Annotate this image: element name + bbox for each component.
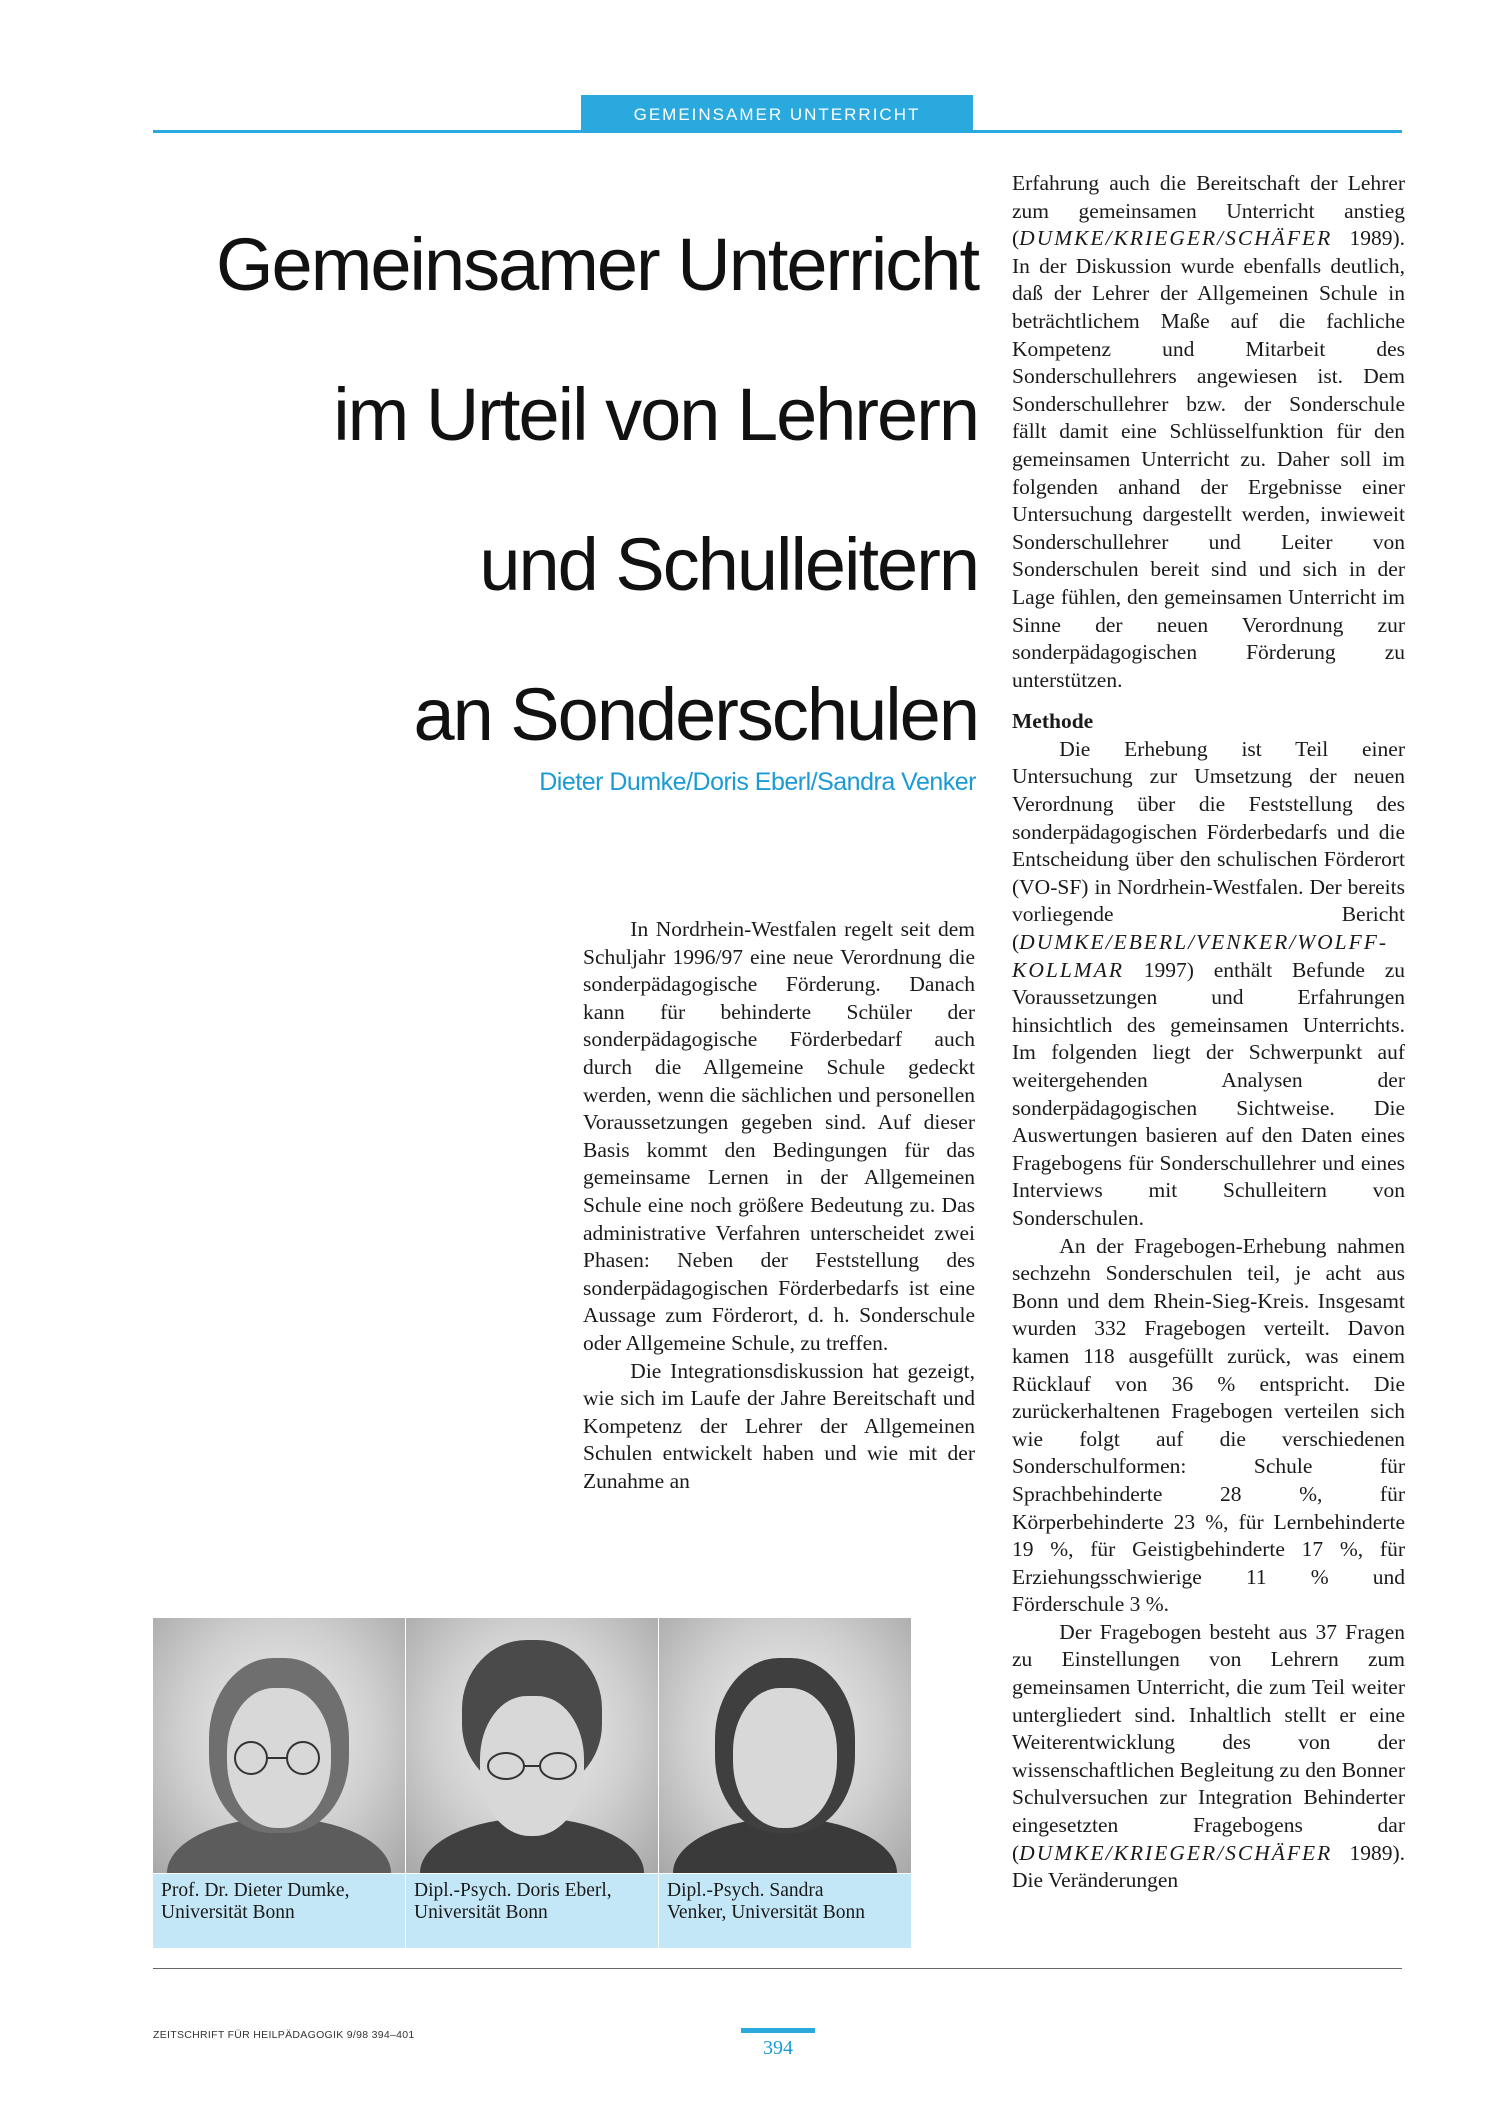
text-run: Der Fragebogen besteht aus 37 Fragen zu Einstellungen von Lehrern zum gemeinsamen Unterricht, die zum Teil weiter untergliedert sind. Inhaltlich stellt er eine Weiterentwicklung des von der wissenschaftlichen Begleitung zu den Bonner Schulversuchen zur Integration Behinderter eingesetzten Fragebogens dar ( [1012, 1619, 1405, 1865]
intro-column [583, 916, 975, 1495]
caption-line: Prof. Dr. Dieter Dumke, [161, 1880, 350, 1901]
text-run: Erfahrung auch die Bereitschaft der Lehrer zum gemeinsamen Unterricht anstieg ( [1012, 171, 1405, 251]
caption-line: Universität Bonn [161, 1902, 295, 1923]
glasses-icon [476, 1748, 596, 1788]
author-photo-venker [659, 1618, 911, 1873]
title-line: Gemeinsamer Unterricht [215, 223, 978, 306]
glasses-icon [223, 1738, 343, 1778]
photo-caption [153, 1874, 405, 1948]
paragraph: In Nordrhein-Westfalen regelt seit dem Schuljahr 1996/97 eine neue Verordnung die sonderpädagogische Förderung. Danach kann für behinderte Schüler der sonderpädagogische Förderbedarf auch durch die Allgemeine Schule gedeckt werden, wenn die sächlichen und personellen Voraussetzungen gegeben sind. Auf dieser Basis kommt den Bedingungen für das gemeinsame Lernen in der Allgemeinen Schule eine noch größere Bedeutung zu. Das administrative Verfahren unterscheidet zwei Phasen: Neben der Feststellung des sonderpädagogischen Förderbedarfs ist eine Aussage zum Förderort, d. h. Sonderschule oder Allgemeine Schule, zu treffen. [583, 917, 975, 1355]
caption-line: Venker, Universität Bonn [667, 1902, 865, 1923]
caption-line: Dipl.-Psych. Sandra [667, 1880, 824, 1901]
caption-line: Universität Bonn [414, 1902, 548, 1923]
journal-reference: ZEITSCHRIFT FÜR HEILPÄDAGOGIK 9/98 394–401 [153, 2029, 415, 2041]
paragraph [1012, 736, 1405, 1233]
section-heading: Methode [1012, 709, 1094, 734]
title-line: an Sonderschulen [413, 673, 978, 756]
page-number-bar [741, 2028, 815, 2033]
footer-rule [153, 1968, 1402, 1969]
caption-line: Dipl.-Psych. Doris Eberl, [414, 1880, 612, 1901]
author-line: Dieter Dumke/Doris Eberl/Sandra Venker [539, 768, 976, 796]
paragraph [1012, 1619, 1405, 1895]
paragraph: Die Integrationsdiskussion hat gezeigt, wie sich im Laufe der Jahre Bereitschaft und Kompetenz der Lehrer der Allgemeinen Schulen entwickelt haben und wie mit der Zunahme an [583, 1358, 975, 1493]
header-rule [153, 130, 1402, 133]
author-photo-eberl [406, 1618, 658, 1873]
section-label: GEMEINSAMER UNTERRICHT [581, 95, 973, 132]
page-number: 394 [763, 2037, 793, 2059]
paragraph [1012, 170, 1405, 694]
title-line: im Urteil von Lehrern [333, 373, 978, 456]
author-photo-dumke [153, 1618, 405, 1873]
photo-caption [406, 1874, 658, 1948]
text-run: 1989). Die Veränderungen [1012, 1840, 1405, 1893]
article-title [150, 190, 978, 790]
body-column [1012, 170, 1405, 1895]
portrait-shape [733, 1688, 837, 1828]
text-run: 1997) enthält Befunde zu Voraussetzungen und Erfahrungen hinsichtlich des gemeinsamen Unterrichts. Im folgenden liegt der Schwerpunkt auf weitergehenden Analysen der sonderpädagogischen Sichtweise. Die Auswertungen basieren auf den Daten eines Fragebogens für Sonderschullehrer und eines Interviews mit Schulleitern von Sonderschulen. [1012, 957, 1405, 1230]
title-line: und Schulleitern [479, 523, 978, 606]
photo-caption [659, 1874, 911, 1948]
text-run: 1989). In der Diskussion wurde ebenfalls deutlich, daß der Lehrer der Allgemeinen Schule in beträchtlichem Maße auf die fachliche Kompetenz und Mitarbeit des Sonderschullehrers angewiesen ist. Dem Sonderschullehrer bzw. der Sonderschule fällt damit eine Schlüsselfunktion für den gemeinsamen Unterricht zu. Daher soll im folgenden anhand der Ergebnisse einer Untersuchung dargestellt werden, inwieweit Sonderschullehrer und Leiter von Sonderschulen bereit sind und sich in der Lage fühlen, den gemeinsamen Unterricht im Sinne der neuen Verordnung zur sonderpädagogischen Förderung zu unterstützen. [1012, 226, 1405, 692]
citation: DUMKE/KRIEGER/SCHÄFER [1019, 1840, 1333, 1865]
text-run: Die Erhebung ist Teil einer Untersuchung zur Umsetzung der neuen Verordnung über die Feststellung des sonderpädagogischen Förderbedarfs und die Entscheidung über den schulischen Förderort (VO-SF) in Nordrhein-Westfalen. Der bereits vorliegende Bericht ( [1012, 736, 1405, 955]
paragraph: An der Fragebogen-Erhebung nahmen sechzehn Sonderschulen teil, je acht aus Bonn und dem Rhein-Sieg-Kreis. Insgesamt wurden 332 Fragebogen verteilt. Davon kamen 118 ausgefüllt zurück, was einem Rücklauf von 36 % entspricht. Die zurückerhaltenen Fragebogen verteilen sich wie folgt auf die verschiedenen Sonderschulformen: Schule für Sprachbehinderte 28 %, für Körperbehinderte 23 %, für Lernbehinderte 19 %, für Geistigbehinderte 17 %, für Erziehungsschwierige 11 % und Förderschule 3 %. [1012, 1233, 1405, 1617]
citation: DUMKE/EBERL/VENKER/WOLFF-KOLLMAR [1012, 930, 1389, 982]
citation: DUMKE/KRIEGER/SCHÄFER [1019, 226, 1333, 251]
